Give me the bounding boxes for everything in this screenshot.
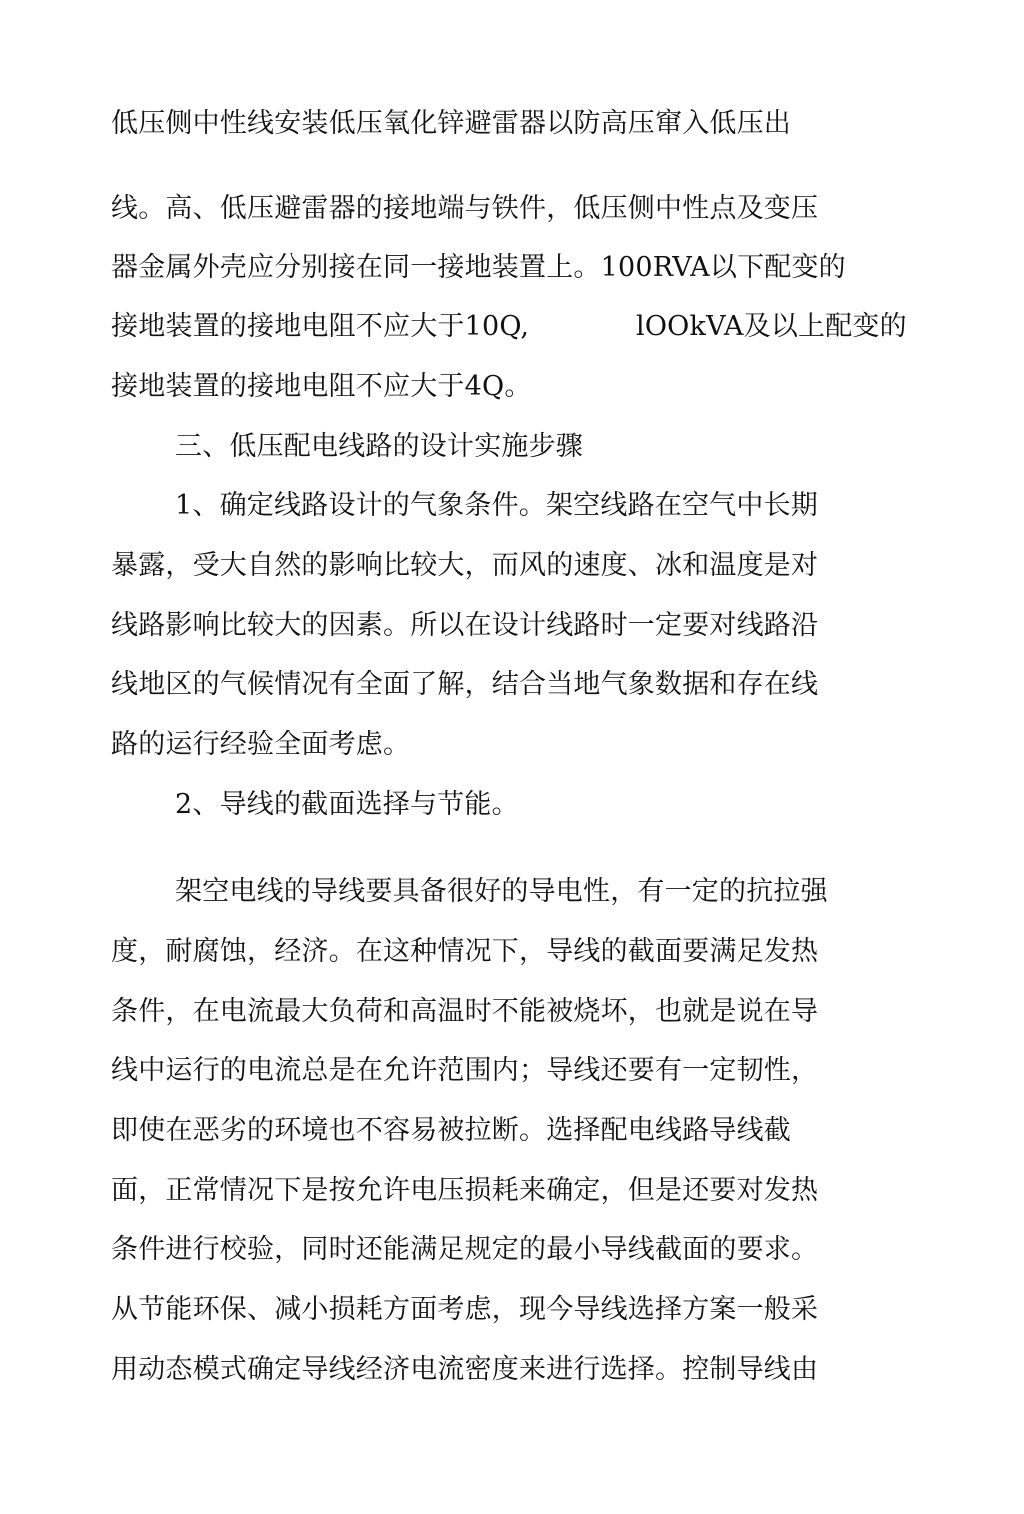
- text-line-16: 线中运行的电流总是在允许范围内；导线还要有一定韧性，: [111, 1055, 819, 1086]
- text-line-20: 从节能环保、减小损耗方面考虑，现今导线选择方案一般采: [111, 1294, 819, 1325]
- text-line-7: 1、确定线路设计的气象条件。架空线路在空气中长期: [175, 490, 818, 521]
- text-line-15: 条件，在电流最大负荷和高温时不能被烧坏，也就是说在导: [111, 996, 819, 1027]
- text-line-5: 接地装置的接地电阻不应大于4Q。: [111, 371, 532, 402]
- text-line-19: 条件进行校验，同时还能满足规定的最小导线截面的要求。: [111, 1234, 819, 1265]
- text-line-11: 路的运行经验全面考虑。: [111, 729, 411, 760]
- text-line-17: 即使在恶劣的环境也不容易被拉断。选择配电线路导线截: [111, 1115, 791, 1146]
- section-heading: 三、低压配电线路的设计实施步骤: [175, 431, 583, 462]
- text-line-1: 低压侧中性线安装低压氧化锌避雷器以防高压窜入低压出: [111, 108, 791, 139]
- text-line-21: 用动态模式确定导线经济电流密度来进行选择。控制导线由: [111, 1354, 819, 1385]
- text-line-14: 度，耐腐蚀，经济。在这种情况下，导线的截面要满足发热: [111, 936, 819, 967]
- text-line-4-right: lOOkVA及以上配变的: [636, 311, 907, 342]
- text-line-4: 接地装置的接地电阻不应大于10Q,: [111, 311, 530, 342]
- text-line-2: 线。高、低压避雷器的接地端与铁件，低压侧中性点及变压: [111, 193, 819, 224]
- text-line-9: 线路影响比较大的因素。所以在设计线路时一定要对线路沿: [111, 610, 819, 641]
- text-line-8: 暴露，受大自然的影响比较大，而风的速度、冰和温度是对: [111, 550, 819, 581]
- text-line-18: 面，正常情况下是按允许电压损耗来确定，但是还要对发热: [111, 1175, 819, 1206]
- subsection-heading: 2、导线的截面选择与节能。: [175, 789, 519, 820]
- text-line-13: 架空电线的导线要具备很好的导电性，有一定的抗拉强: [175, 876, 828, 907]
- text-line-10: 线地区的气候情况有全面了解，结合当地气象数据和存在线: [111, 669, 819, 700]
- text-line-3: 器金属外壳应分别接在同一接地装置上。100RVA以下配变的: [111, 252, 846, 283]
